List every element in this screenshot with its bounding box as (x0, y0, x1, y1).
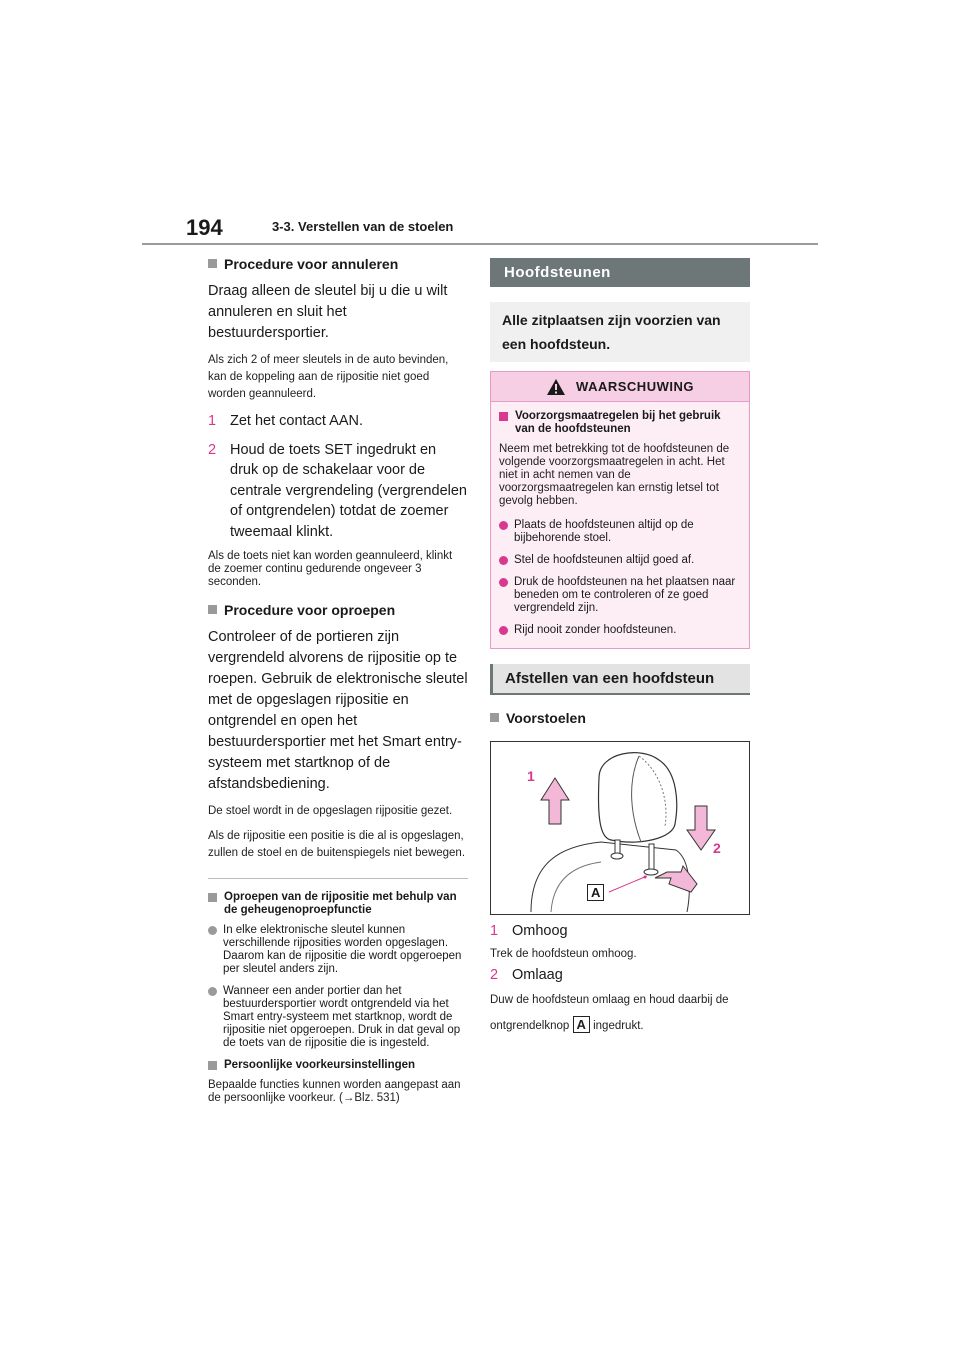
figure-label-a: A (587, 884, 604, 901)
figure-label-2: 2 (713, 840, 721, 856)
section-title-underline (490, 693, 750, 695)
warning-box (490, 371, 750, 649)
down-arrow-icon (687, 806, 715, 850)
cancel-heading: Procedure voor annuleren (208, 255, 468, 273)
square-bullet-icon (490, 713, 499, 722)
right-column (490, 258, 750, 1047)
release-button-label: A (573, 1016, 590, 1033)
warning-subtitle: Voorzorgsmaatregelen bij het gebruik van de hoofdsteunen (499, 410, 741, 436)
warning-title: WAARSCHUWING (576, 379, 694, 394)
adjust-step-1: 1 Omhoog (490, 923, 568, 939)
warning-bullet-1: Plaats de hoofdsteunen altijd op de bijbehorende stoel. (499, 519, 741, 545)
cancel-note: Als zich 2 of meer sleutels in de auto bevinden, kan de koppeling aan de rijpositie niet goed worden geannuleerd. (208, 354, 449, 400)
cancel-step-2: 2 Houd de toets SET ingedrukt en druk op de schakelaar voor de centrale vergrendeling (vergrendelen of ontgrendelen) totdat de zoemer tweemaal klinkt. (208, 441, 467, 540)
headrest-shape (599, 753, 677, 842)
square-bullet-icon (499, 412, 508, 421)
warning-bullet-2: Stel de hoofdsteunen altijd goed af. (499, 554, 741, 567)
square-bullet-icon (208, 1061, 217, 1070)
round-bullet-icon (499, 521, 508, 530)
adjust-step-2: 2 Omlaag (490, 966, 563, 983)
memory-heading: Oproepen van de rijpositie met behulp van de geheugenoproepfunctie (208, 891, 468, 917)
left-column (208, 255, 468, 1113)
cancel-body: Draag alleen de sleutel bij u die u wilt annuleren en sluit het bestuurdersportier. (208, 283, 448, 341)
recall-heading: Procedure voor oproepen (208, 601, 468, 619)
round-bullet-icon (208, 926, 217, 935)
warning-triangle-icon (546, 378, 566, 396)
warning-bullet-3: Druk de hoofdsteunen na het plaatsen naar beneden om te controleren of ze goed vergrendeld zijn. (499, 576, 741, 615)
chapter-title: 3-3. Verstellen van de stoelen (272, 219, 454, 234)
warning-header (491, 372, 749, 402)
front-seats-heading: Voorstoelen (490, 709, 750, 727)
warning-bullet-4: Rijd nooit zonder hoofdsteunen. (499, 624, 741, 637)
adjust-step-1-desc: Trek de hoofdsteun omhoog. (490, 947, 637, 960)
round-bullet-icon (499, 556, 508, 565)
personal-body: Bepaalde functies kunnen worden aangepast aan de persoonlijke voorkeur. (→Blz. 531) (208, 1079, 461, 1104)
square-bullet-icon (208, 259, 217, 268)
cancel-note-2: Als de toets niet kan worden geannuleerd, klinkt de zoemer continu gedurende ongeveer 3 seconden. (208, 550, 453, 588)
recall-body: Controleer of de portieren zijn vergrendeld alvorens de rijpositie op te roepen. Gebruik de elektronische sleutel met de opgeslagen rijpositie en ontgrendel en open het bestuurdersportier met het Smart entry-systeem met startknop of de afstandsbediening. (208, 629, 468, 792)
up-arrow-icon (541, 778, 569, 824)
intro-box: Alle zitplaatsen zijn voorzien van een hoofdsteun. (490, 302, 750, 362)
memory-bullet-1: In elke elektronische sleutel kunnen verschillende rijposities worden opgeslagen. Daarom kan de rijpositie die wordt opgeroepen per sleutel anders zijn. (208, 924, 468, 976)
adjust-step-2-desc: Duw de hoofdsteun omlaag en houd daarbij de ontgrendelknop A ingedrukt. (490, 994, 729, 1032)
memory-bullet-2: Wanneer een ander portier dan het bestuurdersportier wordt ontgrendeld via het Smart entry-systeem met startknop, wordt de rijpositie niet opgeroepen. Druk in dat geval op de toets van de rijpositie die is ingesteld. (208, 985, 468, 1050)
round-bullet-icon (208, 987, 217, 996)
cancel-step-1: 1 Zet het contact AAN. (208, 413, 363, 429)
header-divider (142, 243, 818, 245)
warning-text: Neem met betrekking tot de hoofdsteunen de volgende voorzorgsmaatregelen in acht. Het niet in acht nemen van de voorzorgsmaatregelen kan ernstig letsel tot gevolg hebben. (499, 443, 730, 507)
personal-heading: Persoonlijke voorkeursinstellingen (208, 1059, 468, 1072)
warning-body (491, 402, 749, 648)
figure-label-1: 1 (527, 768, 535, 784)
square-bullet-icon (208, 893, 217, 902)
section-title-adjust: Afstellen van een hoofdsteun (490, 664, 750, 693)
section-title-headrests: Hoofdsteunen (490, 258, 750, 287)
recall-note-1: De stoel wordt in de opgeslagen rijpositie gezet. (208, 805, 453, 817)
page-number: 194 (186, 215, 223, 240)
round-bullet-icon (499, 578, 508, 587)
recall-note-2: Als de rijpositie een positie is die al is opgeslagen, zullen de stoel en de buitenspiegels niet bewegen. (208, 830, 466, 859)
square-bullet-icon (208, 605, 217, 614)
section-divider (208, 878, 468, 879)
round-bullet-icon (499, 626, 508, 635)
headrest-figure (490, 741, 750, 915)
push-arrow-icon (655, 866, 697, 892)
